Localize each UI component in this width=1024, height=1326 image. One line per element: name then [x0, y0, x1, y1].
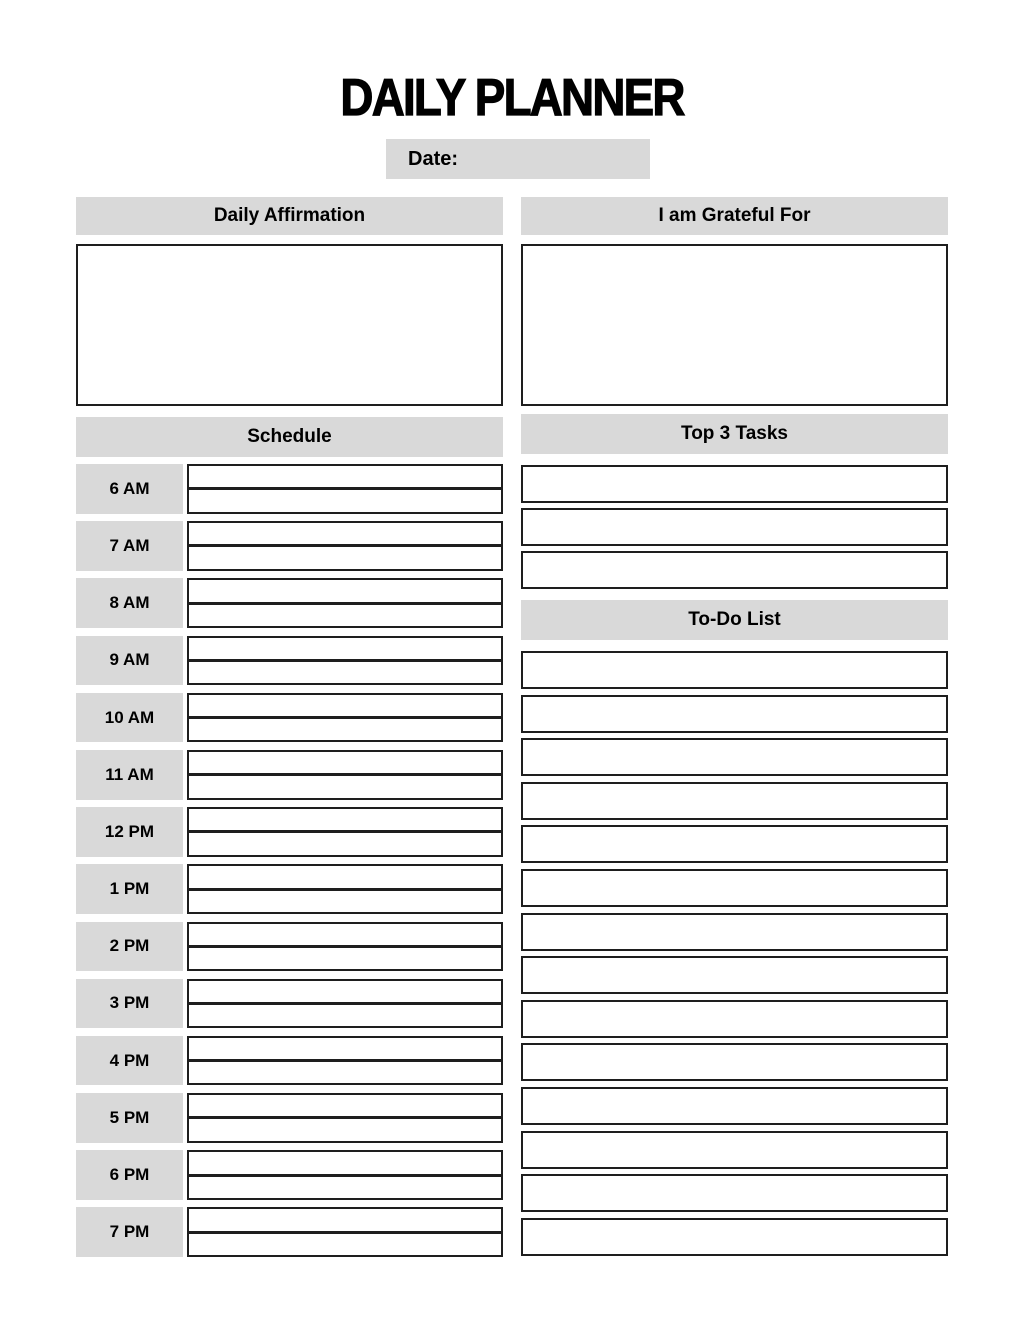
schedule-entry-box[interactable] — [187, 750, 503, 800]
todo-input-box[interactable] — [521, 1131, 948, 1169]
schedule-entry-line-1[interactable] — [189, 580, 501, 601]
schedule-entry-box[interactable] — [187, 1150, 503, 1200]
todo-list — [521, 651, 948, 1256]
schedule-entry-box[interactable] — [187, 521, 503, 571]
todo-input-box[interactable] — [521, 956, 948, 994]
schedule-row — [76, 693, 503, 743]
schedule-entry-box[interactable] — [187, 464, 503, 514]
schedule-row — [76, 1207, 503, 1257]
task-input-box[interactable] — [521, 551, 948, 589]
schedule-row — [76, 864, 503, 914]
todo-input-box[interactable] — [521, 1043, 948, 1081]
section-header-label: To-Do List — [688, 609, 781, 630]
schedule-time-label: 11 AM — [76, 750, 183, 800]
schedule-row — [76, 1150, 503, 1200]
section-header-grateful — [521, 197, 948, 235]
task-input-box[interactable] — [521, 465, 948, 503]
schedule-entry-line-1[interactable] — [189, 638, 501, 659]
todo-input-box[interactable] — [521, 782, 948, 820]
schedule-entry-line-2[interactable] — [189, 833, 501, 854]
schedule-entry-box[interactable] — [187, 636, 503, 686]
schedule-row — [76, 636, 503, 686]
schedule-entry-box[interactable] — [187, 1207, 503, 1257]
schedule-time-label: 2 PM — [76, 922, 183, 972]
todo-input-box[interactable] — [521, 869, 948, 907]
date-field[interactable] — [386, 139, 650, 179]
schedule-entry-line-2[interactable] — [189, 776, 501, 797]
section-header-label: Schedule — [247, 426, 332, 447]
schedule-entry-box[interactable] — [187, 578, 503, 628]
schedule-entry-line-2[interactable] — [189, 1234, 501, 1255]
schedule-time-label: 6 PM — [76, 1150, 183, 1200]
schedule-entry-line-1[interactable] — [189, 466, 501, 487]
section-header-label: Top 3 Tasks — [681, 423, 788, 444]
todo-input-box[interactable] — [521, 738, 948, 776]
section-header-label: Daily Affirmation — [213, 205, 366, 226]
schedule-entry-line-2[interactable] — [189, 719, 501, 740]
schedule-entry-line-2[interactable] — [189, 547, 501, 568]
schedule-entry-box[interactable] — [187, 979, 503, 1029]
schedule-entry-line-1[interactable] — [189, 695, 501, 716]
schedule-entry-line-1[interactable] — [189, 1095, 501, 1116]
section-header-label: I am Grateful For — [658, 205, 811, 226]
date-label: Date: — [408, 147, 459, 170]
schedule-time-label: 7 PM — [76, 1207, 183, 1257]
schedule-time-label: 5 PM — [76, 1093, 183, 1143]
grateful-input-box[interactable] — [521, 244, 948, 406]
section-header-daily-affirmation — [76, 197, 503, 235]
schedule-time-label: 10 AM — [76, 693, 183, 743]
schedule-entry-line-2[interactable] — [189, 891, 501, 912]
todo-input-box[interactable] — [521, 1218, 948, 1256]
task-input-box[interactable] — [521, 508, 948, 546]
schedule-entry-line-1[interactable] — [189, 1038, 501, 1059]
section-header-schedule — [76, 417, 503, 457]
schedule-time-label: 6 AM — [76, 464, 183, 514]
schedule-entry-line-1[interactable] — [189, 809, 501, 830]
page-title — [0, 69, 1024, 127]
schedule-row — [76, 578, 503, 628]
section-header-todo-list — [521, 600, 948, 640]
todo-input-box[interactable] — [521, 651, 948, 689]
schedule-entry-line-2[interactable] — [189, 1062, 501, 1083]
todo-input-box[interactable] — [521, 1087, 948, 1125]
schedule-row — [76, 922, 503, 972]
schedule-time-label: 7 AM — [76, 521, 183, 571]
todo-input-box[interactable] — [521, 695, 948, 733]
section-header-top-3-tasks — [521, 414, 948, 454]
schedule-row — [76, 807, 503, 857]
schedule-entry-line-1[interactable] — [189, 752, 501, 773]
schedule-entry-line-1[interactable] — [189, 1152, 501, 1173]
schedule-time-label: 1 PM — [76, 864, 183, 914]
schedule-time-label: 8 AM — [76, 578, 183, 628]
schedule-entry-box[interactable] — [187, 922, 503, 972]
todo-input-box[interactable] — [521, 1174, 948, 1212]
schedule-time-label: 3 PM — [76, 979, 183, 1029]
todo-input-box[interactable] — [521, 825, 948, 863]
schedule-entry-line-2[interactable] — [189, 605, 501, 626]
schedule-entry-line-1[interactable] — [189, 924, 501, 945]
top-tasks-list — [521, 465, 948, 589]
schedule-entry-box[interactable] — [187, 864, 503, 914]
affirmation-input-box[interactable] — [76, 244, 503, 406]
schedule-entry-line-2[interactable] — [189, 662, 501, 683]
page-title-text: DAILY PLANNER — [340, 69, 684, 127]
schedule-entry-box[interactable] — [187, 1036, 503, 1086]
schedule-time-label: 12 PM — [76, 807, 183, 857]
schedule-time-label: 9 AM — [76, 636, 183, 686]
schedule-entry-line-1[interactable] — [189, 866, 501, 887]
schedule-entry-line-2[interactable] — [189, 490, 501, 511]
schedule-entry-line-2[interactable] — [189, 1119, 501, 1140]
schedule-entry-box[interactable] — [187, 693, 503, 743]
todo-input-box[interactable] — [521, 1000, 948, 1038]
schedule-row — [76, 464, 503, 514]
schedule-entry-line-1[interactable] — [189, 523, 501, 544]
schedule-entry-box[interactable] — [187, 807, 503, 857]
schedule-time-label: 4 PM — [76, 1036, 183, 1086]
schedule-row — [76, 521, 503, 571]
todo-input-box[interactable] — [521, 913, 948, 951]
schedule-entry-line-2[interactable] — [189, 948, 501, 969]
schedule-entry-line-1[interactable] — [189, 1209, 501, 1230]
schedule-row — [76, 750, 503, 800]
schedule-row — [76, 979, 503, 1029]
schedule-entry-line-2[interactable] — [189, 1005, 501, 1026]
schedule-entry-line-2[interactable] — [189, 1177, 501, 1198]
schedule-row — [76, 1036, 503, 1086]
schedule-entry-box[interactable] — [187, 1093, 503, 1143]
schedule-entry-line-1[interactable] — [189, 981, 501, 1002]
schedule-row — [76, 1093, 503, 1143]
schedule-list — [76, 464, 503, 1257]
